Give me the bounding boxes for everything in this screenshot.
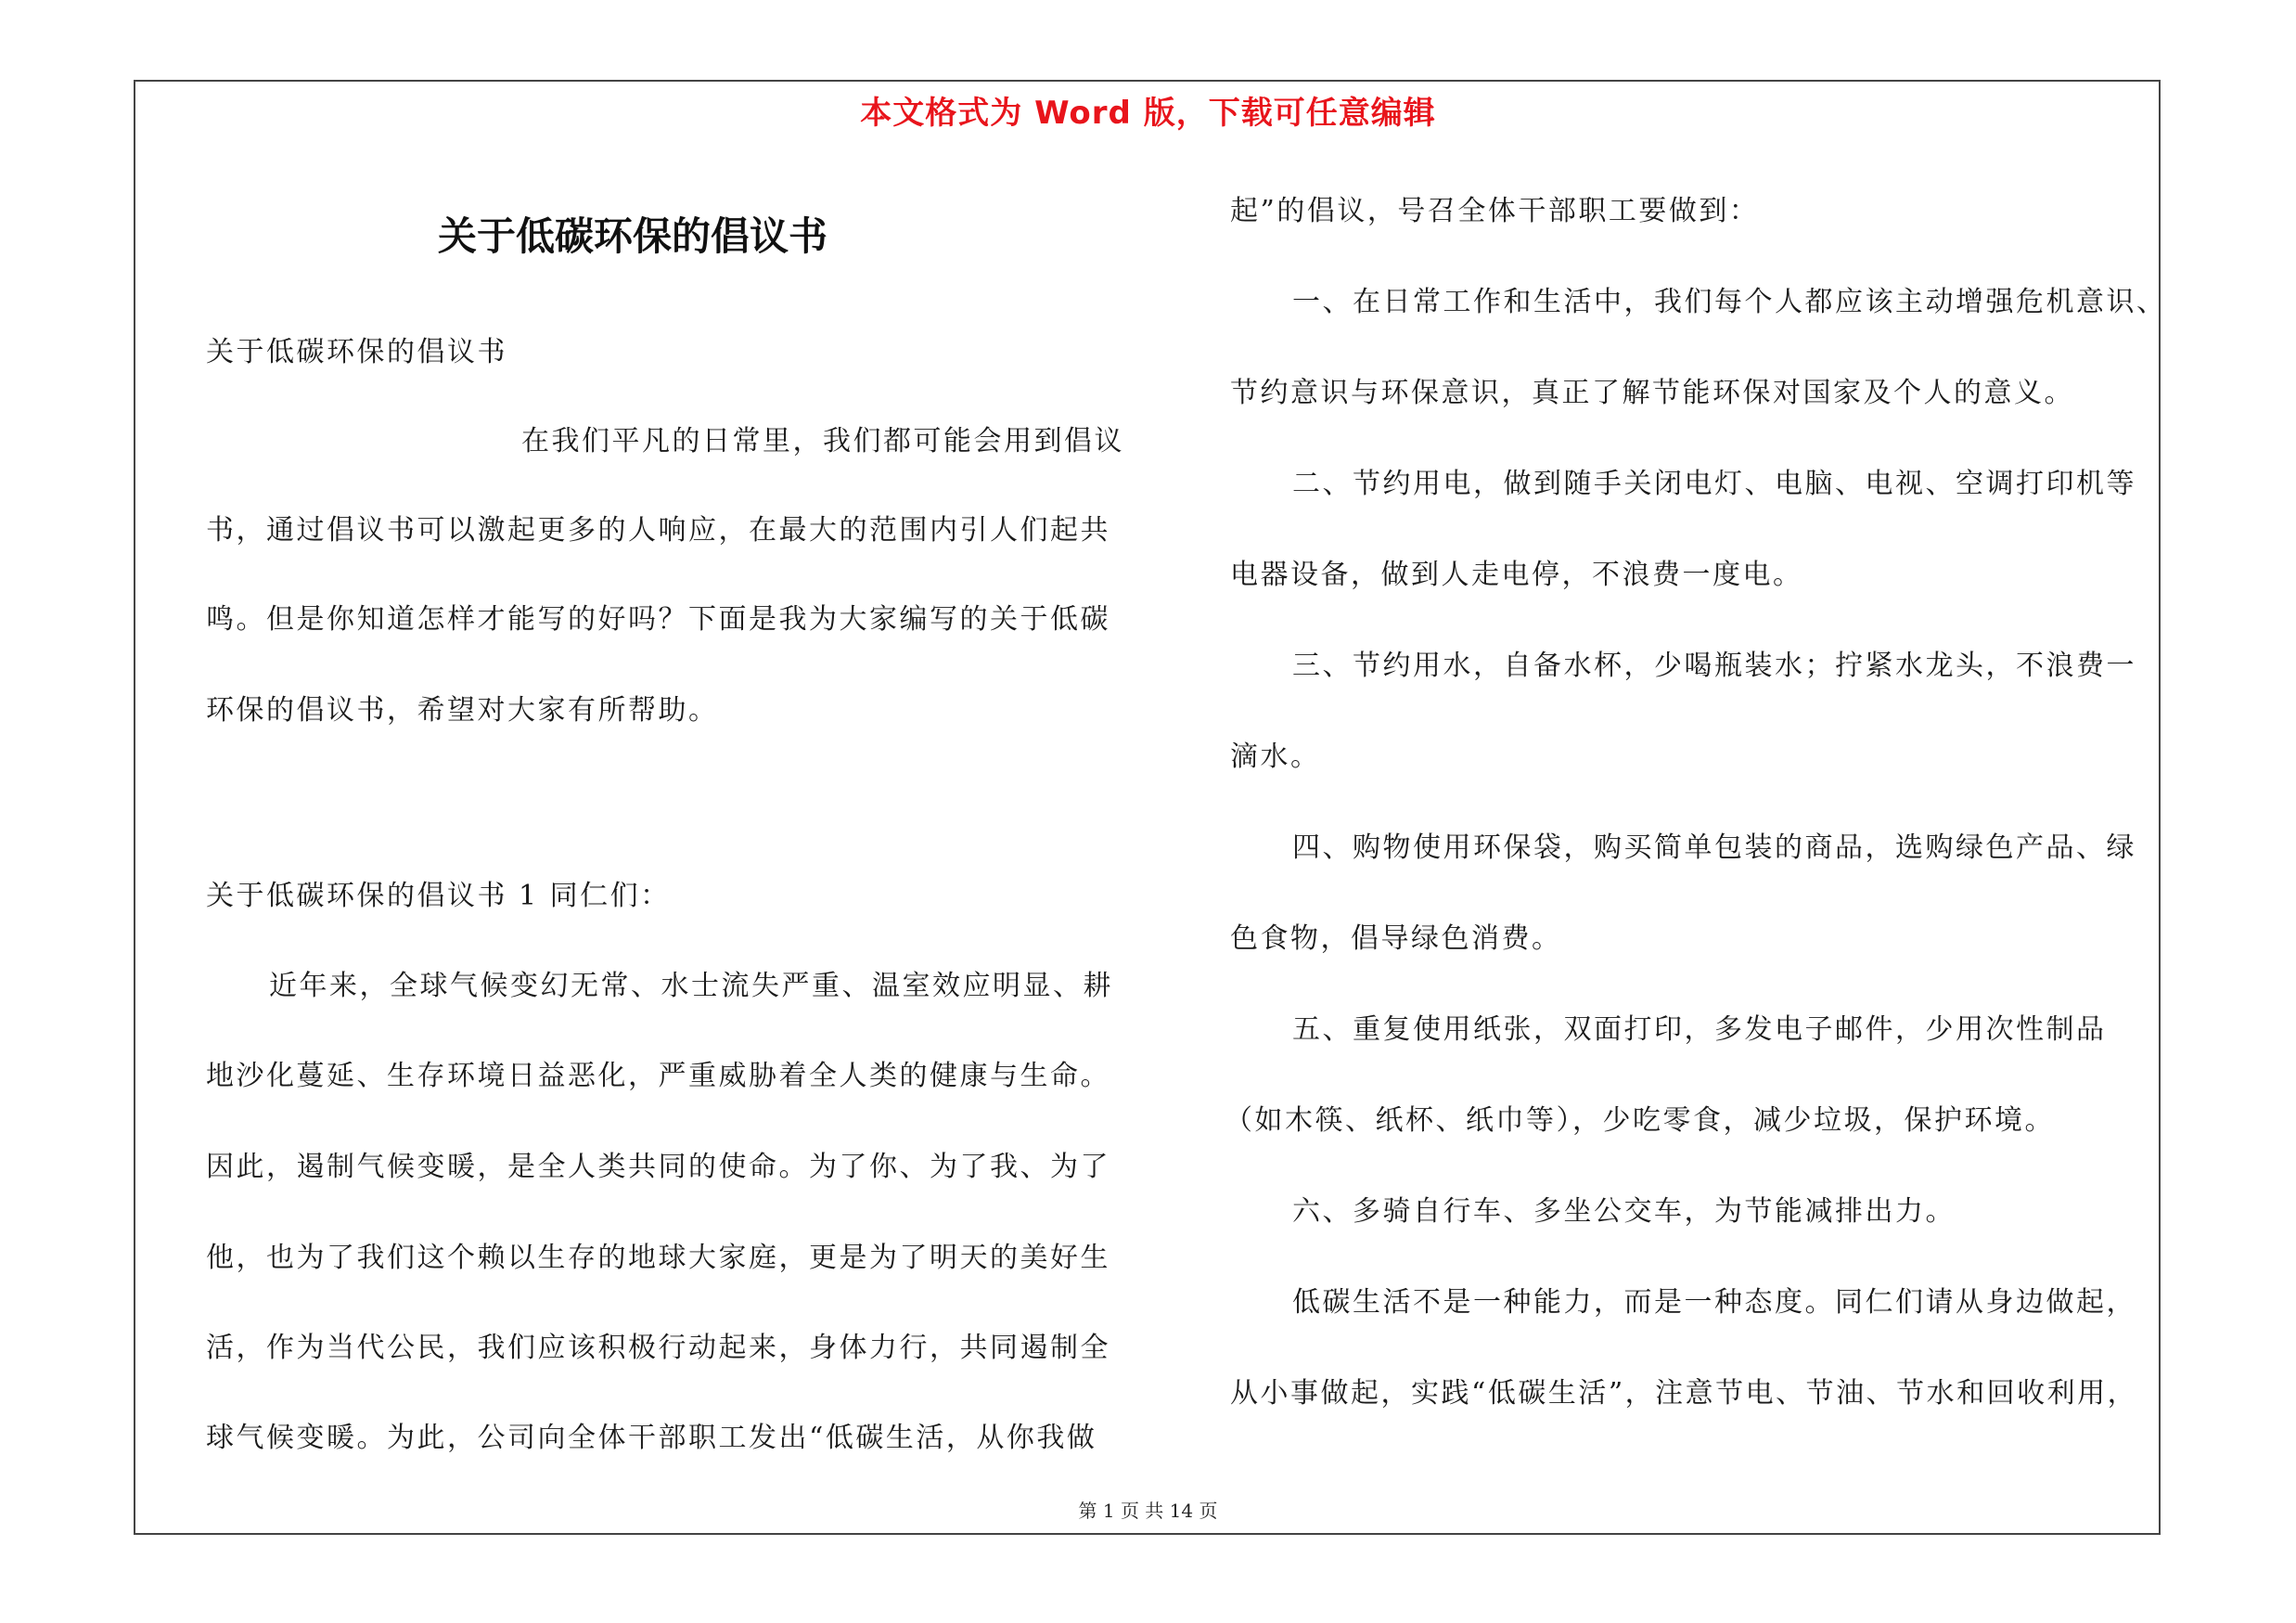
left-line-9: 他，也为了我们这个赖以生存的地球大家庭，更是为了明天的美好生 bbox=[206, 1242, 1110, 1274]
left-line-3: 鸣。但是你知道怎样才能写的好吗？下面是我为大家编写的关于低碳 bbox=[206, 603, 1110, 636]
left-line-10: 活，作为当代公民，我们应该积极行动起来，身体力行，共同遏制全 bbox=[206, 1332, 1110, 1364]
page-number-footer: 第 1 页 共 14 页 bbox=[1078, 1500, 1218, 1522]
left-line-4: 环保的倡议书，希望对大家有所帮助。 bbox=[206, 694, 719, 727]
right-line-8: 色食物，倡导绿色消费。 bbox=[1230, 922, 1562, 955]
left-line-1: 在我们平凡的日常里，我们都可能会用到倡议 bbox=[521, 425, 1124, 457]
left-line-0: 关于低碳环保的倡议书 bbox=[206, 336, 507, 368]
right-line-4: 电器设备，做到人走电停，不浪费一度电。 bbox=[1230, 559, 1803, 591]
right-line-1: 一、在日常工作和生活中，我们每个人都应该主动增强危机意识、 bbox=[1292, 286, 2167, 318]
right-line-2: 节约意识与环保意识，真正了解节能环保对国家及个人的意义。 bbox=[1230, 377, 2074, 409]
left-line-11: 球气候变暖。为此，公司向全体干部职工发出“低碳生活，从你我做 bbox=[206, 1422, 1097, 1454]
right-line-0: 起”的倡议，号召全体干部职工要做到： bbox=[1230, 195, 1760, 227]
left-line-7: 地沙化蔓延、生存环境日益恶化，严重威胁着全人类的健康与生命。 bbox=[206, 1060, 1110, 1092]
right-line-6: 滴水。 bbox=[1230, 741, 1321, 773]
left-line-6: 近年来，全球气候变幻无常、水士流失严重、温室效应明显、耕 bbox=[269, 970, 1113, 1002]
right-line-10: （如木筷、纸杯、纸巾等），少吃零食，减少垃圾，保护环境。 bbox=[1225, 1104, 2055, 1137]
document-title: 关于低碳环保的倡议书 bbox=[437, 213, 827, 259]
right-line-9: 五、重复使用纸张，双面打印，多发电子邮件，少用次性制品 bbox=[1292, 1013, 2107, 1046]
left-line-8: 因此，遏制气候变暖，是全人类共同的使命。为了你、为了我、为了 bbox=[206, 1151, 1110, 1183]
word-format-banner: 本文格式为 Word 版，下载可任意编辑 bbox=[860, 95, 1436, 132]
right-line-3: 二、节约用电，做到随手关闭电灯、电脑、电视、空调打印机等 bbox=[1292, 468, 2136, 500]
left-line-5: 关于低碳环保的倡议书 1 同仁们： bbox=[206, 880, 671, 912]
right-line-13: 从小事做起，实践“低碳生活”，注意节电、节油、节水和回收利用， bbox=[1230, 1377, 2138, 1410]
left-line-2: 书，通过倡议书可以激起更多的人响应，在最大的范围内引人们起共 bbox=[206, 514, 1110, 547]
right-line-7: 四、购物使用环保袋，购买简单包装的商品，选购绿色产品、绿 bbox=[1292, 831, 2136, 864]
right-line-5: 三、节约用水，自备水杯，少喝瓶装水；拧紧水龙头，不浪费一 bbox=[1292, 650, 2136, 682]
right-line-11: 六、多骑自行车、多坐公交车，为节能减排出力。 bbox=[1292, 1195, 1956, 1228]
right-line-12: 低碳生活不是一种能力，而是一种态度。同仁们请从身边做起， bbox=[1292, 1286, 2136, 1319]
